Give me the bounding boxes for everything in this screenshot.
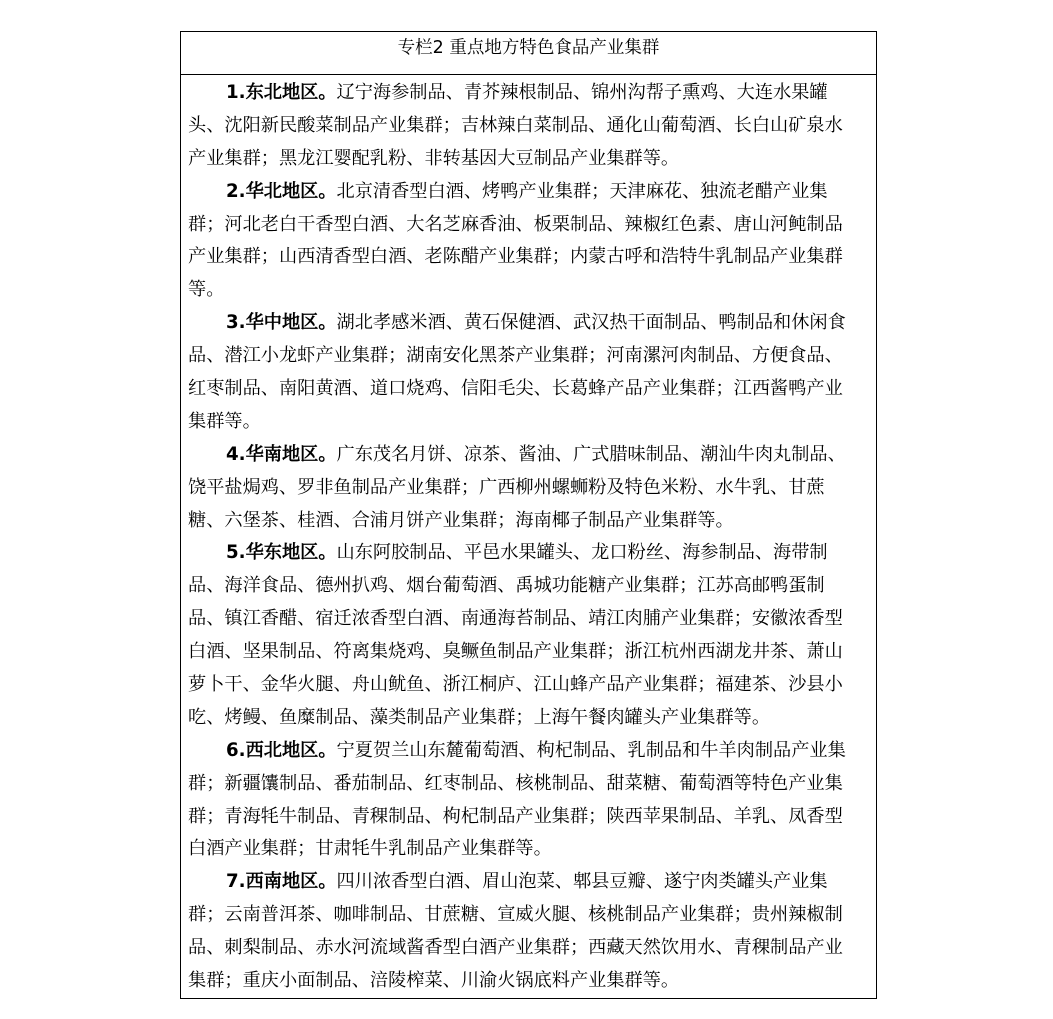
line-text: 集群等。 (188, 410, 261, 432)
text-line (188, 209, 876, 242)
line-text: 宁夏贺兰山东麓葡萄酒、枸杞制品、乳制品和牛羊肉制品产业集 (336, 739, 846, 761)
text-line (188, 439, 876, 472)
line-text: 群；新疆馕制品、番茄制品、红枣制品、核桃制品、甜菜糖、葡萄酒等特色产业集 (188, 772, 843, 794)
region-heading: 6.西北地区。 (226, 739, 337, 761)
text-line (188, 965, 876, 998)
line-text: 品、刺梨制品、赤水河流域酱香型白酒产业集群；西藏天然饮用水、青稞制品产业 (188, 937, 843, 959)
line-text: 白酒产业集群；甘肃牦牛乳制品产业集群等。 (188, 838, 552, 860)
line-text: 糖、六堡茶、桂酒、合浦月饼产业集群；海南椰子制品产业集群等。 (188, 509, 734, 531)
line-text: 红枣制品、南阳黄酒、道口烧鸡、信阳毛尖、长葛蜂产品产业集群；江西酱鸭产业 (188, 378, 843, 400)
region-section (188, 537, 876, 734)
line-text: 北京清香型白酒、烤鸭产业集群；天津麻花、独流老醋产业集 (336, 180, 828, 202)
text-line (188, 866, 876, 899)
line-text: 辽宁海参制品、青芥辣根制品、锦州沟帮子熏鸡、大连水果罐 (336, 82, 828, 103)
region-heading: 3.华中地区。 (226, 312, 337, 334)
text-line (188, 274, 876, 307)
feature-box (180, 31, 877, 999)
region-heading: 2.华北地区。 (226, 180, 337, 202)
line-text: 山东阿胶制品、平邑水果罐头、龙口粉丝、海参制品、海带制 (336, 542, 828, 564)
line-text: 产业集群；黑龙江婴配乳粉、非转基因大豆制品产业集群等。 (188, 147, 680, 169)
line-text: 四川浓香型白酒、眉山泡菜、郫县豆瓣、遂宁肉类罐头产业集 (336, 871, 828, 893)
text-line (188, 702, 876, 735)
line-text: 湖北孝感米酒、黄石保健酒、武汉热干面制品、鸭制品和休闲食 (336, 312, 846, 334)
line-text: 饶平盐焗鸡、罗非鱼制品产业集群；广西柳州螺蛳粉及特色米粉、水牛乳、甘蔗 (188, 476, 825, 498)
line-text: 品、潜江小龙虾产业集群；湖南安化黑茶产业集群；河南漯河肉制品、方便食品、 (188, 345, 843, 367)
line-text: 广东茂名月饼、凉茶、酱油、广式腊味制品、潮汕牛肉丸制品、 (336, 443, 846, 465)
line-text: 群；青海牦牛制品、青稞制品、枸杞制品产业集群；陕西苹果制品、羊乳、凤香型 (188, 805, 843, 827)
text-line (188, 505, 876, 538)
region-section (188, 307, 876, 439)
text-line (188, 669, 876, 702)
text-line (188, 307, 876, 340)
line-text: 头、沈阳新民酸菜制品产业集群；吉林辣白菜制品、通化山葡萄酒、长白山矿泉水 (188, 114, 843, 136)
region-section (188, 176, 876, 308)
text-line (188, 241, 876, 274)
region-heading: 5.华东地区。 (226, 542, 337, 564)
text-line (188, 472, 876, 505)
text-line (188, 537, 876, 570)
line-text: 品、镇江香醋、宿迁浓香型白酒、南通海苔制品、靖江肉脯产业集群；安徽浓香型 (188, 608, 843, 630)
box-title: 专栏2 重点地方特色食品产业集群 (181, 32, 876, 75)
text-line (188, 176, 876, 209)
region-section (188, 77, 876, 176)
region-section (188, 735, 876, 867)
region-section (188, 866, 876, 998)
line-text: 白酒、坚果制品、符离集烧鸡、臭鳜鱼制品产业集群；浙江杭州西湖龙井茶、萧山 (188, 641, 843, 663)
text-line (188, 735, 876, 768)
text-line (188, 110, 876, 143)
line-text: 集群；重庆小面制品、涪陵榨菜、川渝火锅底料产业集群等。 (188, 970, 680, 992)
text-line (188, 932, 876, 965)
text-line (188, 143, 876, 176)
region-heading: 4.华南地区。 (226, 443, 337, 465)
text-line (188, 77, 876, 110)
line-text: 等。 (188, 279, 225, 301)
text-line (188, 340, 876, 373)
text-line (188, 373, 876, 406)
box-content (181, 75, 876, 998)
line-text: 萝卜干、金华火腿、舟山鱿鱼、浙江桐庐、江山蜂产品产业集群；福建茶、沙县小 (188, 674, 843, 696)
line-text: 品、海洋食品、德州扒鸡、烟台葡萄酒、禹城功能糖产业集群；江苏高邮鸭蛋制 (188, 575, 825, 597)
line-text: 群；河北老白干香型白酒、大名芝麻香油、板栗制品、辣椒红色素、唐山河鲀制品 (188, 213, 843, 235)
text-line (188, 406, 876, 439)
text-line (188, 899, 876, 932)
region-heading: 7.西南地区。 (226, 871, 337, 893)
text-line (188, 833, 876, 866)
region-heading: 1.东北地区。 (226, 82, 337, 103)
line-text: 群；云南普洱茶、咖啡制品、甘蔗糖、宣威火腿、核桃制品产业集群；贵州辣椒制 (188, 904, 843, 926)
line-text: 产业集群；山西清香型白酒、老陈醋产业集群；内蒙古呼和浩特牛乳制品产业集群 (188, 246, 843, 268)
text-line (188, 570, 876, 603)
text-line (188, 801, 876, 834)
text-line (188, 603, 876, 636)
region-section (188, 439, 876, 538)
line-text: 吃、烤鳗、鱼糜制品、藻类制品产业集群；上海午餐肉罐头产业集群等。 (188, 706, 771, 728)
text-line (188, 768, 876, 801)
text-line (188, 636, 876, 669)
